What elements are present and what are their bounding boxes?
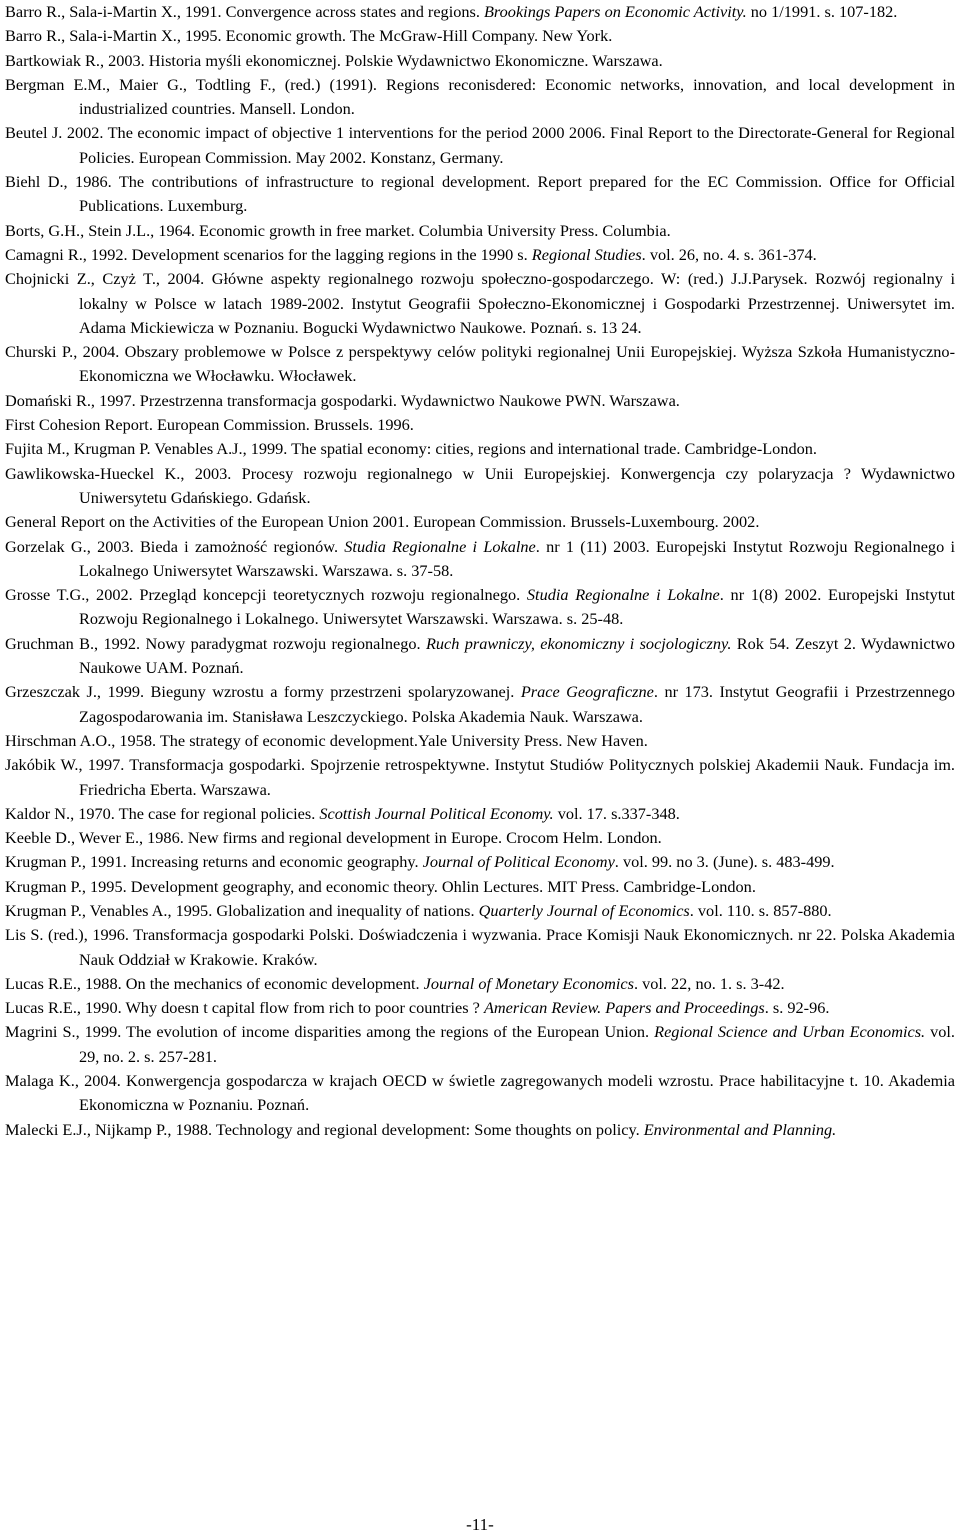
reference-text: no 1/1991. s. 107-182. [746,2,898,21]
reference-text: Biehl D., 1986. The contributions of infrastructure to regional development. Report prepared for the EC Commission. Office for Official Publications. Luxemburg. [5,172,955,216]
reference-text: Chojnicki Z., Czyż T., 2004. Główne aspekty regionalnego rozwoju społeczno-gospodarczego. W: (red.) J.J.Parysek. Rozwój regionalny i lokalny w Polsce w latach 1989-2002. Instytut Geografii Społeczno-Ekonomicznej i Gospodarki Przestrzennej. Uniwersytet im. Adama Mickiewicza w Poznaniu. Bogucki Wydawnictwo Naukowe. Poznań. s. 13 24. [5,269,955,337]
reference-entry [5,1118,955,1142]
reference-entry [5,729,955,753]
reference-text: Fujita M., Krugman P. Venables A.J., 1999. The spatial economy: cities, regions and international trade. Cambridge-London. [5,439,817,459]
reference-text: Jakóbik W., 1997. Transformacja gospodarki. Spojrzenie retrospektywne. Instytut Studiów Politycznych polskiej Akademii Nauk. Fundacja im. Friedricha Eberta. Warszawa. [5,755,955,799]
reference-source-title: Journal of Monetary Economics [423,973,634,993]
reference-text: Malecki E.J., Nijkamp P., 1988. Technology and regional development: Some thoughts on policy. [5,1119,644,1139]
reference-entry [5,219,955,243]
reference-text: vol. 17. s.337-348. [553,803,680,823]
reference-entry [5,389,955,413]
reference-text: Beutel J. 2002. The economic impact of objective 1 interventions for the period 2000 2006. Final Report to the Directorate-General for Regional Policies. European Commission. May 2002. Konstanz, Germany. [5,123,955,167]
reference-entry [5,826,955,850]
reference-text: . vol. 110. s. 857-880. [689,900,832,920]
reference-entry [5,73,955,122]
reference-text: . nr 1 (11) 2003. Europejski Instytut Rozwoju Regionalnego i Lokalnego Uniwersytet Warszawski. Warszawa. s. 37-58. [79,536,955,580]
reference-text: Bergman E.M., Maier G., Todtling F., (red.) (1991). Regions reconisdered: Economic networks, innovation, and local development in industrialized countries. Mansell. London. [5,74,955,119]
reference-text: . nr 1(8) 2002. Europejski Instytut Rozwoju Regionalnego i Lokalnego. Uniwersytet Warszawski. Warszawa. s. 25-48. [79,585,956,629]
reference-entry [5,340,955,389]
reference-entry [5,462,955,511]
reference-entry [5,753,955,802]
reference-text: Bartkowiak R., 2003. Historia myśli ekonomicznej. Polskie Wydawnictwo Ekonomiczne. Warszawa. [5,50,663,70]
reference-text: Krugman P., Venables A., 1995. Globalization and inequality of nations. [5,900,479,920]
reference-entry [5,583,955,632]
reference-entry [5,170,955,219]
reference-source-title: Regional Science and Urban Economics. [654,1022,926,1042]
reference-text: Barro R., Sala-i-Martin X., 1995. Economic growth. The McGraw-Hill Company. New York. [5,26,613,46]
reference-text: . vol. 99. no 3. (June). s. 483-499. [614,852,835,872]
reference-text: . nr 173. Instytut Geografii i Przestrzennego Zagospodarowania im. Stanisława Leszczyckiego. Polska Akademia Nauk. Warszawa. [79,682,955,726]
reference-entry [5,121,955,170]
reference-entry [5,413,955,437]
reference-text: . vol. 22, no. 1. s. 3-42. [633,973,785,993]
reference-text: Keeble D., Wever E., 1986. New firms and regional development in Europe. Crocom Helm. London. [5,828,662,848]
reference-source-title: Ruch prawniczy, ekonomiczny i socjologiczny. [425,633,732,653]
reference-text: Barro R., Sala-i-Martin X., 1991. Convergence across states and regions. [5,2,484,21]
reference-entry [5,49,955,73]
reference-source-title: Brookings Papers on Economic Activity. [483,2,747,21]
reference-entry [5,437,955,461]
reference-text: . s. 92-96. [764,998,830,1018]
reference-entry [5,1069,955,1118]
reference-text: Malaga K., 2004. Konwergencja gospodarcza w krajach OECD w świetle zagregowanych modeli wzrostu. Prace habilitacyjne t. 10. Akademia Ekonomiczna w Poznaniu. Poznań. [5,1071,955,1115]
reference-source-title: Journal of Political Economy [422,852,615,872]
reference-text: Lucas R.E., 1988. On the mechanics of economic development. [5,973,424,993]
reference-text: Magrini S., 1999. The evolution of income disparities among the regions of the European Union. [5,1022,655,1042]
reference-text: Lucas R.E., 1990. Why doesn t capital flow from rich to poor countries ? [5,998,484,1018]
reference-text: Camagni R., 1992. Development scenarios for the lagging regions in the 1990 s. [5,244,532,264]
reference-text: Krugman P., 1995. Development geography, and economic theory. Ohlin Lectures. MIT Press. Cambridge-London. [5,876,756,896]
reference-entry [5,923,955,972]
reference-entry [5,24,955,48]
reference-text: Gorzelak G., 2003. Bieda i zamożność regionów. [5,536,345,556]
reference-text: Hirschman A.O., 1958. The strategy of economic development.Yale University Press. New Haven. [5,730,648,750]
reference-text: Krugman P., 1991. Increasing returns and economic geography. [5,852,423,872]
reference-entry [5,972,955,996]
reference-source-title: Scottish Journal Political Economy. [319,803,554,823]
reference-text: Kaldor N., 1970. The case for regional policies. [5,803,320,823]
reference-text: Grzeszczak J., 1999. Bieguny wzrostu a formy przestrzeni spolaryzowanej. [5,682,521,702]
reference-source-title: Regional Studies [531,244,642,264]
reference-entry [5,510,955,534]
reference-source-title: American Review. Papers and Proceedings [483,998,765,1018]
reference-list [5,0,955,1142]
reference-source-title: Studia Regionalne i Lokalne [526,585,720,605]
reference-entry [5,850,955,874]
reference-text: Lis S. (red.), 1996. Transformacja gospodarki Polski. Doświadczenia i wyzwania. Prace Komisji Nauk Ekonomicznych. nr 22. Polska Akademia Nauk Oddział w Krakowie. Kraków. [5,925,955,969]
reference-text: General Report on the Activities of the European Union 2001. European Commission. Brussels-Luxembourg. 2002. [5,512,760,532]
reference-text: Gawlikowska-Hueckel K., 2003. Procesy rozwoju regionalnego w Unii Europejskiej. Konwergencja czy polaryzacja ? Wydawnictwo Uniwersytetu Gdańskiego. Gdańsk. [5,463,955,507]
reference-entry [5,875,955,899]
reference-text: Grosse T.G., 2002. Przegląd koncepcji teoretycznych rozwoju regionalnego. [5,585,527,605]
reference-source-title: Studia Regionalne i Lokalne [344,536,536,556]
reference-text: First Cohesion Report. European Commission. Brussels. 1996. [5,415,414,435]
reference-entry [5,0,955,24]
reference-text: Gruchman B., 1992. Nowy paradygmat rozwoju regionalnego. [5,633,426,653]
reference-entry [5,632,955,681]
reference-text: Churski P., 2004. Obszary problemowe w Polsce z perspektywy celów polityki regionalnej Unii Europejskiej. Wyższa Szkoła Humanistyczno-Ekonomiczna we Włocławku. Włocławek. [5,342,955,386]
reference-entry [5,267,955,340]
reference-text: Rok 54. Zeszyt 2. Wydawnictwo Naukowe UAM. Poznań. [79,633,955,678]
reference-text: Domański R., 1997. Przestrzenna transformacja gospodarki. Wydawnictwo Naukowe PWN. Warszawa. [5,390,680,410]
reference-entry [5,535,955,584]
document-page [5,0,955,1537]
reference-entry [5,802,955,826]
reference-text: Borts, G.H., Stein J.L., 1964. Economic growth in free market. Columbia University Press. Columbia. [5,220,671,240]
reference-source-title: Environmental and Planning. [643,1119,837,1139]
reference-entry [5,680,955,729]
reference-source-title: Quarterly Journal of Economics [478,900,690,920]
page-number: -11- [466,1515,494,1534]
reference-entry [5,1020,955,1069]
reference-entry [5,243,955,267]
reference-text: vol. 29, no. 2. s. 257-281. [79,1022,955,1066]
reference-entry [5,899,955,923]
reference-entry [5,996,955,1020]
reference-source-title: Prace Geograficzne [520,682,654,702]
reference-text: . vol. 26, no. 4. s. 361-374. [641,244,817,264]
